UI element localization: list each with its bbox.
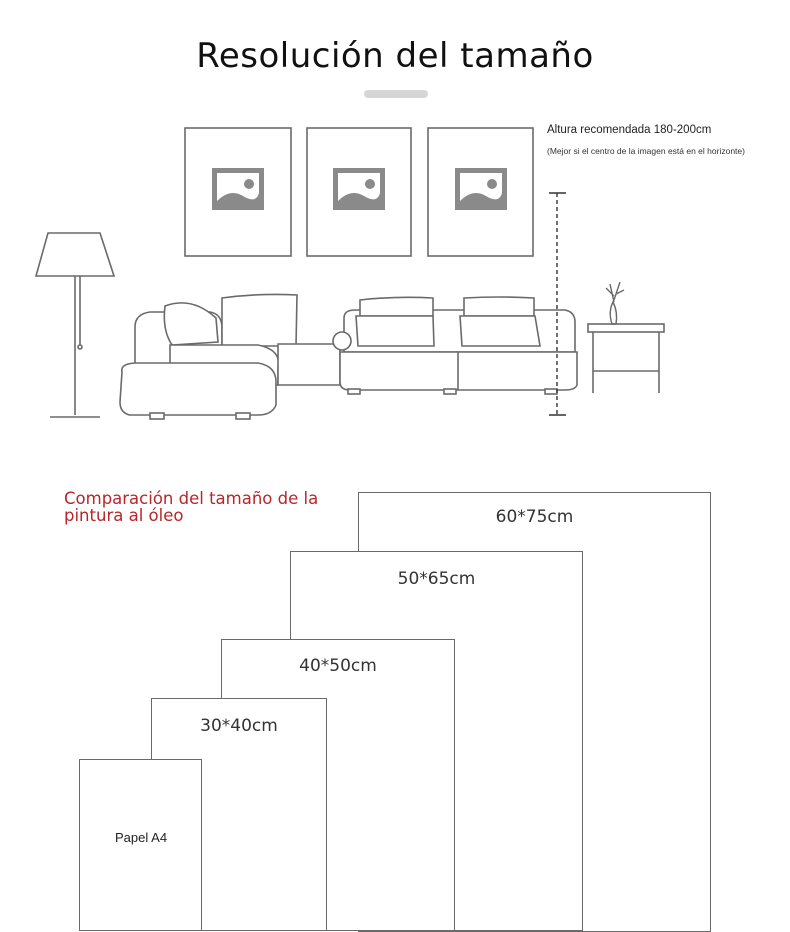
picture-icon (212, 168, 264, 210)
page-title: Resolución del tamaño (196, 36, 594, 76)
size-label: 30*40cm (200, 716, 278, 736)
room-illustration (0, 0, 790, 440)
size-label: Papel A4 (115, 830, 168, 845)
size-box-a4 (79, 759, 202, 931)
size-label: 60*75cm (495, 507, 574, 527)
sofa-icon (120, 294, 577, 419)
side-table-icon (588, 324, 664, 393)
vase-icon (606, 282, 624, 324)
picture-icon (333, 168, 385, 210)
size-label: 50*65cm (397, 569, 476, 589)
picture-icon (455, 168, 507, 210)
size-label: 40*50cm (299, 656, 377, 676)
center-hint-label: (Mejor si el centro de la imagen está en el horizonte) (547, 146, 745, 156)
comparison-title: Comparación del tamaño de la pintura al óleo (64, 489, 319, 525)
recommended-height-label: Altura recomendada 180-200cm (547, 124, 712, 136)
floor-lamp-icon (36, 233, 114, 417)
